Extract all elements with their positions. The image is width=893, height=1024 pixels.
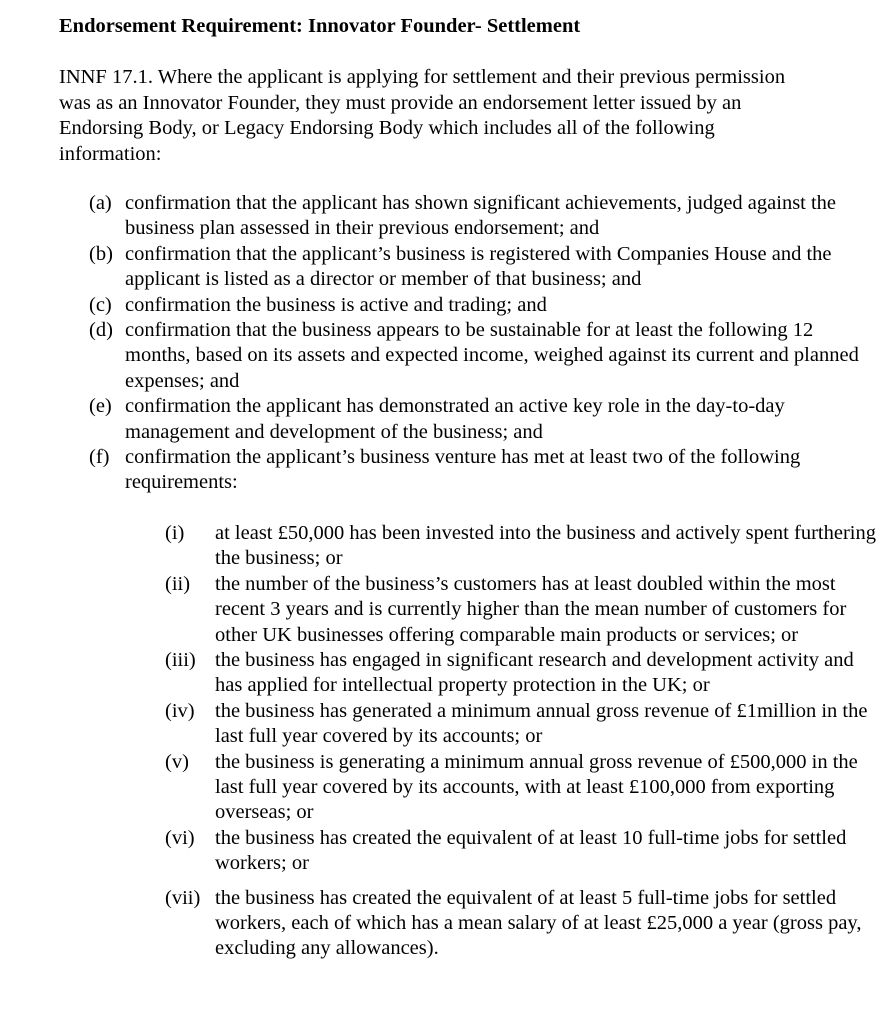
sub-item-text: the business has generated a minimum annual gross revenue of £1million in the last full year covered by its accounts; or — [215, 699, 868, 748]
list-marker: (c) — [89, 293, 112, 316]
sub-list-marker: (vi) — [165, 826, 195, 849]
list-item-f — [59, 445, 879, 496]
list-item-text: confirmation that the applicant’s business is registered with Companies House and the applicant is listed as a director or member of that business; and — [125, 242, 832, 291]
section-heading: Endorsement Requirement: Innovator Founder- Settlement — [59, 15, 581, 37]
sub-item-text: the business has created the equivalent of at least 10 full-time jobs for settled workers; or — [215, 826, 847, 875]
list-item-b — [59, 242, 879, 293]
sub-item-text: the business has engaged in significant research and development activity and has applied for intellectual property protection in the UK; or — [215, 648, 854, 697]
sub-list-marker: (iv) — [165, 699, 195, 722]
sub-item-vii — [59, 886, 879, 962]
sub-requirements-list — [59, 521, 879, 962]
sub-item-iv — [59, 699, 879, 750]
list-marker: (e) — [89, 395, 112, 418]
sub-item-vi — [59, 826, 879, 877]
list-item-d — [59, 318, 879, 394]
list-marker: (d) — [89, 319, 113, 342]
list-item-text: confirmation the business is active and trading; and — [125, 293, 547, 316]
list-marker: (a) — [89, 192, 112, 214]
list-item-c — [59, 293, 879, 318]
list-marker: (f) — [89, 446, 110, 469]
sub-list-marker: (ii) — [165, 572, 191, 595]
sub-list-marker: (v) — [165, 750, 189, 773]
requirements-list — [59, 191, 879, 496]
sub-item-i — [59, 521, 879, 572]
sub-item-text: the business is generating a minimum annual gross revenue of £500,000 in the last full year covered by its accounts, with at least £100,000 from exporting overseas; or — [215, 750, 858, 824]
intro-paragraph: INNF 17.1. Where the applicant is applying for settlement and their previous permission was as an Innovator Founder, they must provide an endorsement letter issued by an Endorsing Body, or Legacy Endorsing Body which includes all of the following information: — [59, 66, 786, 165]
sub-item-text: the number of the business’s customers has at least doubled within the most recent 3 years and is currently higher than the mean number of customers for other UK businesses offering comparable main products or services; or — [215, 572, 847, 646]
list-item-text: confirmation that the business appears to be sustainable for at least the following 12 months, based on its assets and expected income, weighed against its current and planned expenses; and — [125, 319, 859, 392]
list-marker: (b) — [89, 242, 113, 265]
sub-list-marker: (i) — [165, 521, 185, 544]
sub-item-ii — [59, 572, 879, 648]
sub-list-marker: (vii) — [165, 886, 201, 909]
list-item-text: confirmation the applicant’s business venture has met at least two of the following requirements: — [125, 446, 801, 494]
list-item-e — [59, 394, 879, 445]
sub-item-text: the business has created the equivalent of at least 5 full-time jobs for settled workers, each of which has a mean salary of at least £25,000 a year (gross pay, excluding any allowances). — [215, 886, 862, 960]
list-item-text: confirmation that the applicant has shown significant achievements, judged against the business plan assessed in their previous endorsement; and — [125, 192, 837, 240]
list-item-text: confirmation the applicant has demonstrated an active key role in the day-to-day management and development of the business; and — [125, 395, 785, 443]
sub-item-iii — [59, 648, 879, 699]
sub-list-marker: (iii) — [165, 648, 196, 671]
sub-item-text: at least £50,000 has been invested into the business and actively spent furthering the business; or — [215, 521, 876, 570]
list-item-a — [59, 191, 879, 242]
document-body — [59, 14, 879, 962]
sub-item-v — [59, 750, 879, 826]
